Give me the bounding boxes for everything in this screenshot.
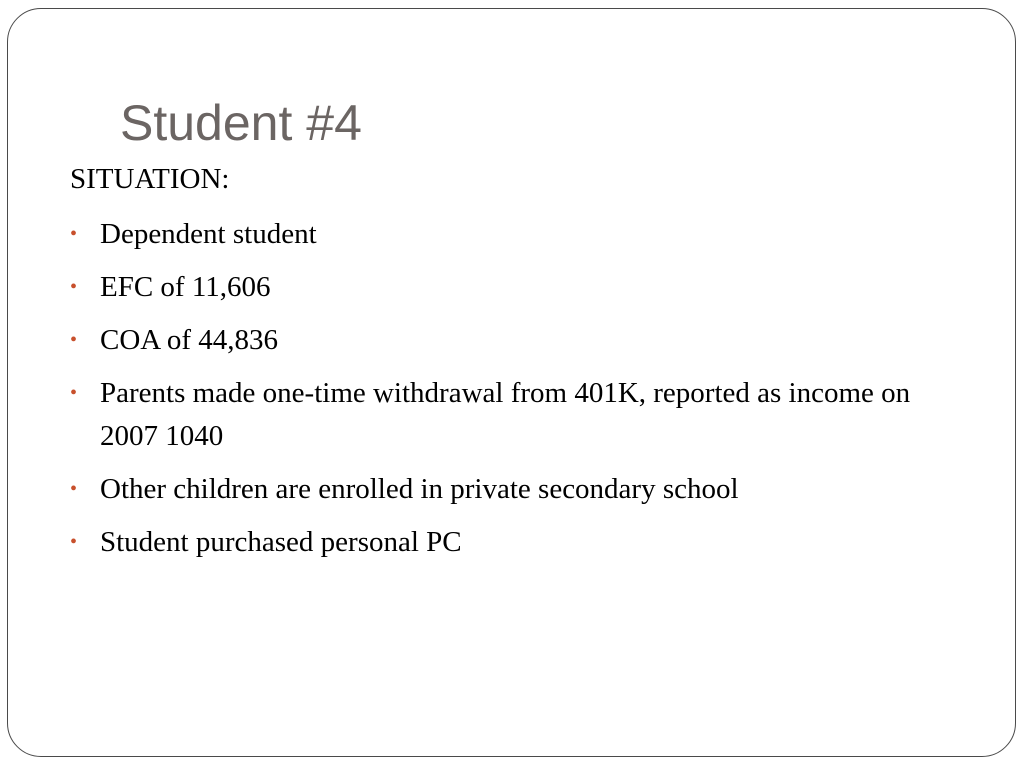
bullet-dot-icon: •	[70, 223, 78, 245]
bullet-text: Other children are enrolled in private secondary school	[100, 473, 739, 505]
bullet-dot-icon: •	[70, 276, 78, 298]
bullet-text: COA of 44,836	[100, 324, 279, 356]
bullet-text: EFC of 11,606	[100, 271, 271, 303]
slide-body	[70, 161, 930, 574]
bullet-dot-icon: •	[70, 329, 78, 351]
bullet-dot-icon: •	[70, 382, 78, 404]
bullet-text: Parents made one-time withdrawal from 401K, reported as income on 2007 1040	[100, 377, 911, 452]
slide-title: Student #4	[120, 95, 362, 151]
bullet-item-private-school	[70, 468, 930, 511]
situation-heading: SITUATION:	[70, 163, 230, 195]
bullet-item-401k-withdrawal	[70, 372, 930, 458]
bullet-text: Student purchased personal PC	[100, 526, 462, 558]
bullet-item-coa	[70, 319, 930, 362]
bullet-dot-icon: •	[70, 531, 78, 553]
bullet-item-efc	[70, 266, 930, 309]
bullet-text: Dependent student	[100, 218, 317, 250]
bullet-item-dependent-student	[70, 213, 930, 256]
bullet-list	[70, 213, 930, 564]
bullet-dot-icon: •	[70, 478, 78, 500]
slide-frame	[7, 8, 1016, 757]
bullet-item-personal-pc	[70, 521, 930, 564]
